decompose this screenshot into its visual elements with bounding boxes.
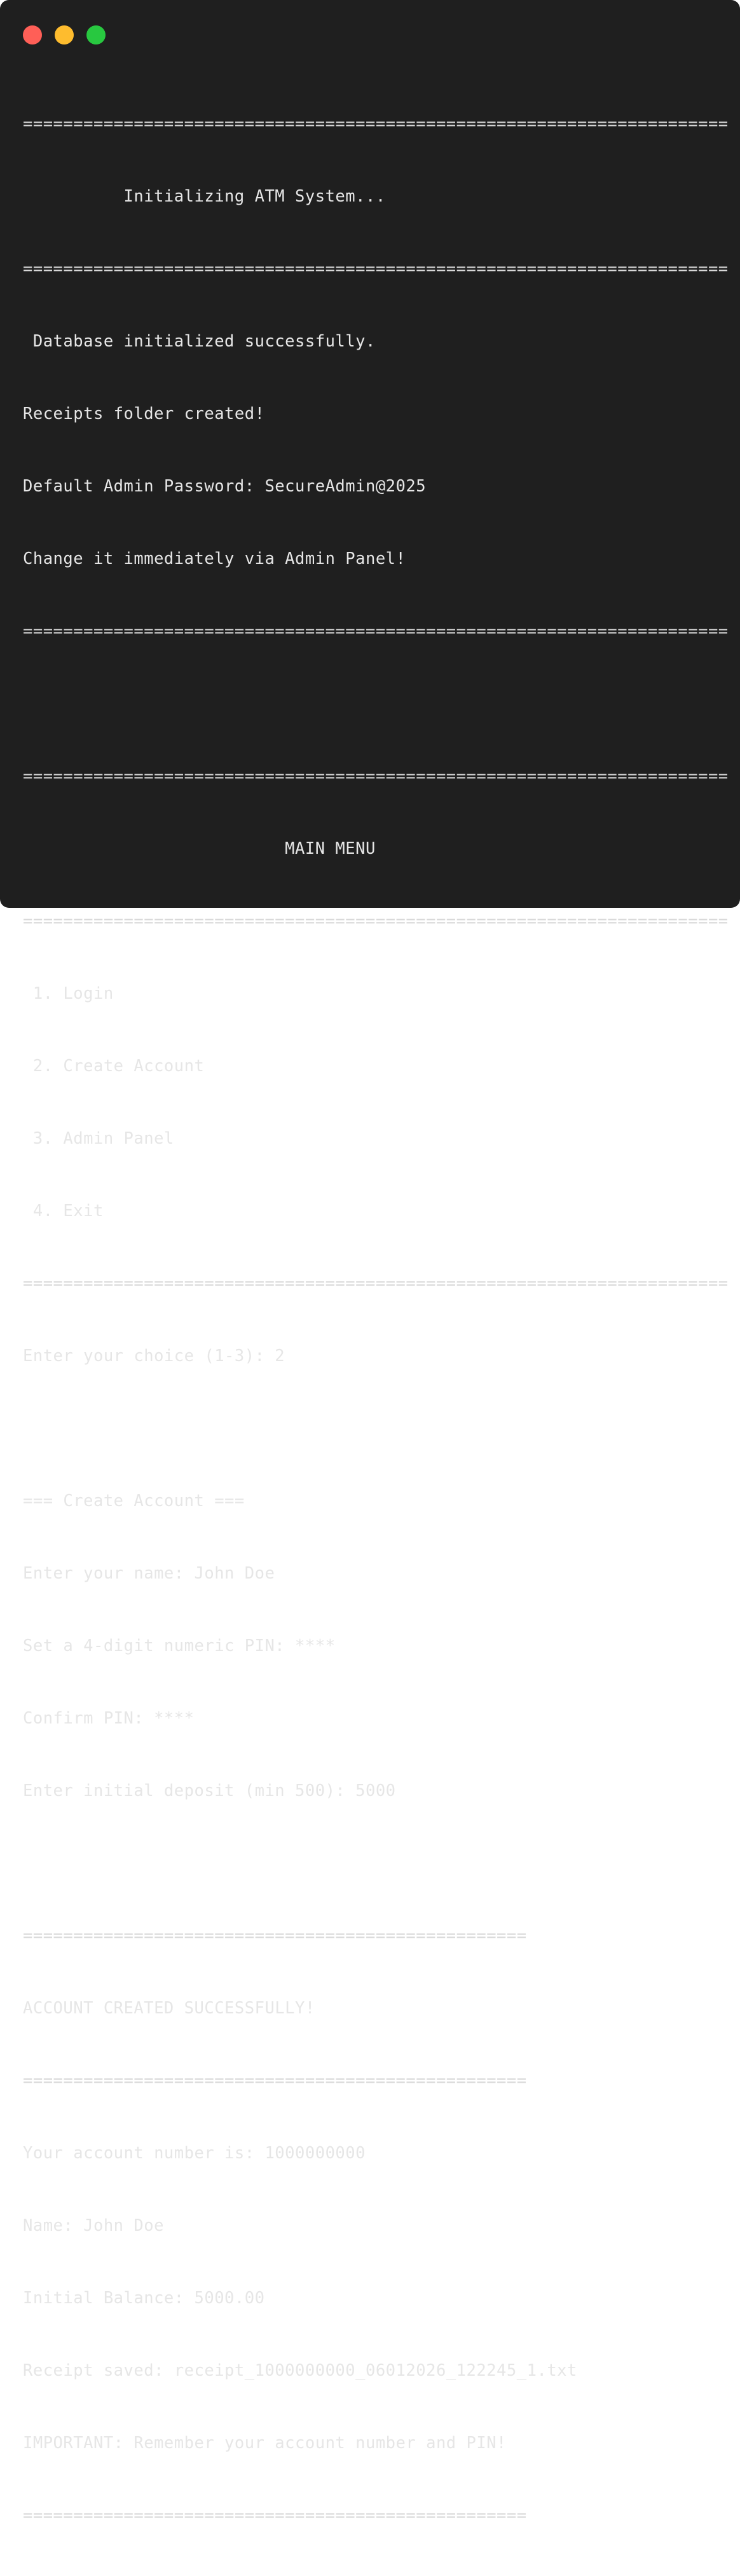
deposit-prompt: Enter initial deposit (min 500): 5000 xyxy=(23,1781,396,1800)
account-number-text: Your account number is: 1000000000 xyxy=(23,2144,366,2163)
menu-option-create-account: 2. Create Account xyxy=(23,1057,205,1076)
separator-line: ================================================== xyxy=(23,2506,527,2525)
menu-option-exit: 4. Exit xyxy=(23,1202,104,1221)
create-account-header: === Create Account === xyxy=(23,1491,245,1511)
init-banner-text: Initializing ATM System... xyxy=(23,187,386,206)
separator-line: ====================================================================== xyxy=(23,622,729,641)
separator-line: ====================================================================== xyxy=(23,767,729,786)
admin-warning-text: Change it immediately via Admin Panel! xyxy=(23,549,406,568)
important-notice-text: IMPORTANT: Remember your account number and PIN! xyxy=(23,2434,507,2453)
close-button[interactable] xyxy=(23,25,42,45)
separator-line: ====================================================================== xyxy=(23,1274,729,1293)
db-status-text: Database initialized successfully. xyxy=(23,332,376,351)
separator-line: ====================================================================== xyxy=(23,114,729,134)
window-controls xyxy=(23,25,106,45)
admin-password-text: Default Admin Password: SecureAdmin@2025 xyxy=(23,477,427,496)
account-name-text: Name: John Doe xyxy=(23,2216,164,2235)
receipts-status-text: Receipts folder created! xyxy=(23,404,265,423)
menu-option-login: 1. Login xyxy=(23,984,114,1003)
separator-line: ================================================== xyxy=(23,1926,527,1945)
confirm-pin-prompt: Confirm PIN: **** xyxy=(23,1709,195,1728)
separator-line: ====================================================================== xyxy=(23,259,729,278)
separator-line: ====================================================================== xyxy=(23,912,729,931)
blank-line xyxy=(23,1416,722,1441)
receipt-saved-text: Receipt saved: receipt_1000000000_06012026_122245_1.txt xyxy=(23,2361,577,2380)
minimize-button[interactable] xyxy=(55,25,74,45)
terminal-output[interactable] xyxy=(23,64,729,2576)
initial-balance-text: Initial Balance: 5000.00 xyxy=(23,2289,265,2308)
name-prompt: Enter your name: John Doe xyxy=(23,1564,275,1583)
account-created-banner: ACCOUNT CREATED SUCCESSFULLY! xyxy=(23,1999,315,2018)
blank-line xyxy=(23,1851,722,1875)
choice-prompt: Enter your choice (1-3): 2 xyxy=(23,1346,285,1366)
main-menu-title: MAIN MENU xyxy=(23,839,376,858)
zoom-button[interactable] xyxy=(86,25,106,45)
menu-option-admin-panel: 3. Admin Panel xyxy=(23,1129,174,1148)
pin-prompt: Set a 4-digit numeric PIN: **** xyxy=(23,1636,336,1655)
separator-line: ================================================== xyxy=(23,2071,527,2090)
blank-line xyxy=(23,692,722,716)
